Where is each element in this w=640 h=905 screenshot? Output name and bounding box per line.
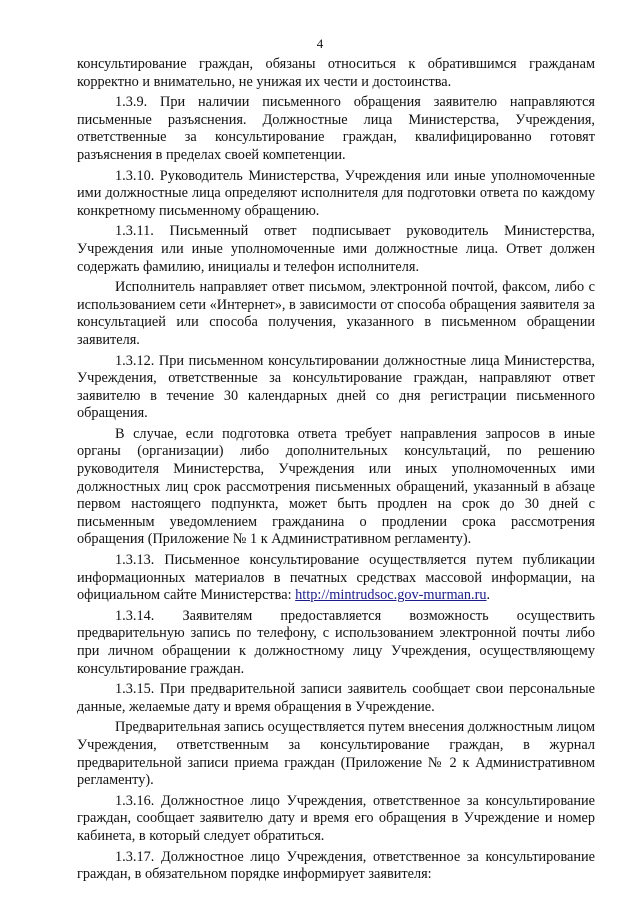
- paragraph-1-3-15: 1.3.15. При предварительной записи заявитель сообщает свои персональные данные, желаемые дату и время обращения в Учреждение.: [77, 681, 595, 715]
- page-number: 4: [316, 36, 324, 51]
- paragraph-1-3-10: 1.3.10. Руководитель Министерства, Учреждения или иные уполномоченные ими должностные лица определяют исполнителя для подготовки ответа по каждому конкретному письменному обращению.: [77, 167, 595, 219]
- paragraph-1-3-14: 1.3.14. Заявителям предоставляется возможность осуществить предварительную запись по телефону, с использованием электронной почты либо при личном обращении к должностному лицу Учреждения, осуществляющему консультирование граждан.: [77, 607, 595, 677]
- ministry-website-link[interactable]: http://mintrudsoc.gov-murman.ru: [295, 587, 487, 604]
- paragraph-1-3-11: 1.3.11. Письменный ответ подписывает руководитель Министерства, Учреждения или иные уполномоченные ими должностные лица. Ответ должен содержать фамилию, инициалы и телефон исполнителя.: [77, 223, 595, 275]
- paragraph-executor-response: Исполнитель направляет ответ письмом, электронной почтой, факсом, либо с использованием сети «Интернет», в зависимости от способа обращения заявителя за консультацией или способа получения, указанного в письменном обращении заявителя.: [77, 279, 595, 348]
- paragraph-1-3-9: 1.3.9. При наличии письменного обращения заявителю направляются письменные разъяснения. Должностные лица Министерства, Учреждения, ответственные за консультирование граждан, квалифицированно готовят разъяснения в пределах своей компетенции.: [77, 94, 595, 163]
- paragraph-1-3-13: [77, 552, 595, 605]
- paragraph-extension-case: В случае, если подготовка ответа требует направления запросов в иные органы (организации) либо дополнительных консультаций, по решению руководителя Министерства, Учреждения или иных уполномоченных ими должностных лиц срок рассмотрения письменных обращений, указанный в абзаце первом настоящего подпункта, может быть продлен на срок до 30 дней с письменным уведомлением гражданина о продлении срока рассмотрения обращения (Приложение № 1 к Административном регламенту).: [77, 425, 595, 548]
- paragraph-1-3-12: 1.3.12. При письменном консультировании должностные лица Министерства, Учреждения, ответственные за консультирование граждан, направляют ответ заявителю в течение 30 календарных дней со дня регистрации письменного обращения.: [77, 352, 595, 422]
- paragraph-1-3-13-text: 1.3.13. Письменное консультирование осуществляется путем публикации информационных материалов в печатных средствах массовой информации, на официальном сайте Министерства:: [77, 552, 595, 604]
- paragraph-continuation: консультирование граждан, обязаны относиться к обратившимся гражданам корректно и внимательно, не унижая их чести и достоинства.: [77, 56, 595, 90]
- paragraph-1-3-13-end: .: [486, 587, 491, 604]
- document-body: [77, 56, 595, 887]
- paragraph-pre-registration: Предварительная запись осуществляется путем внесения должностным лицом Учреждения, ответственным за консультирование граждан, в журнал предварительной записи приема граждан (Приложение № 2 к Административном регламенту).: [77, 719, 595, 789]
- paragraph-1-3-16: 1.3.16. Должностное лицо Учреждения, ответственное за консультирование граждан, сообщает заявителю дату и время его обращения в Учреждение и номер кабинета, в который следует обратиться.: [77, 792, 595, 844]
- paragraph-1-3-17: 1.3.17. Должностное лицо Учреждения, ответственное за консультирование граждан, в обязательном порядке информирует заявителя:: [77, 848, 595, 883]
